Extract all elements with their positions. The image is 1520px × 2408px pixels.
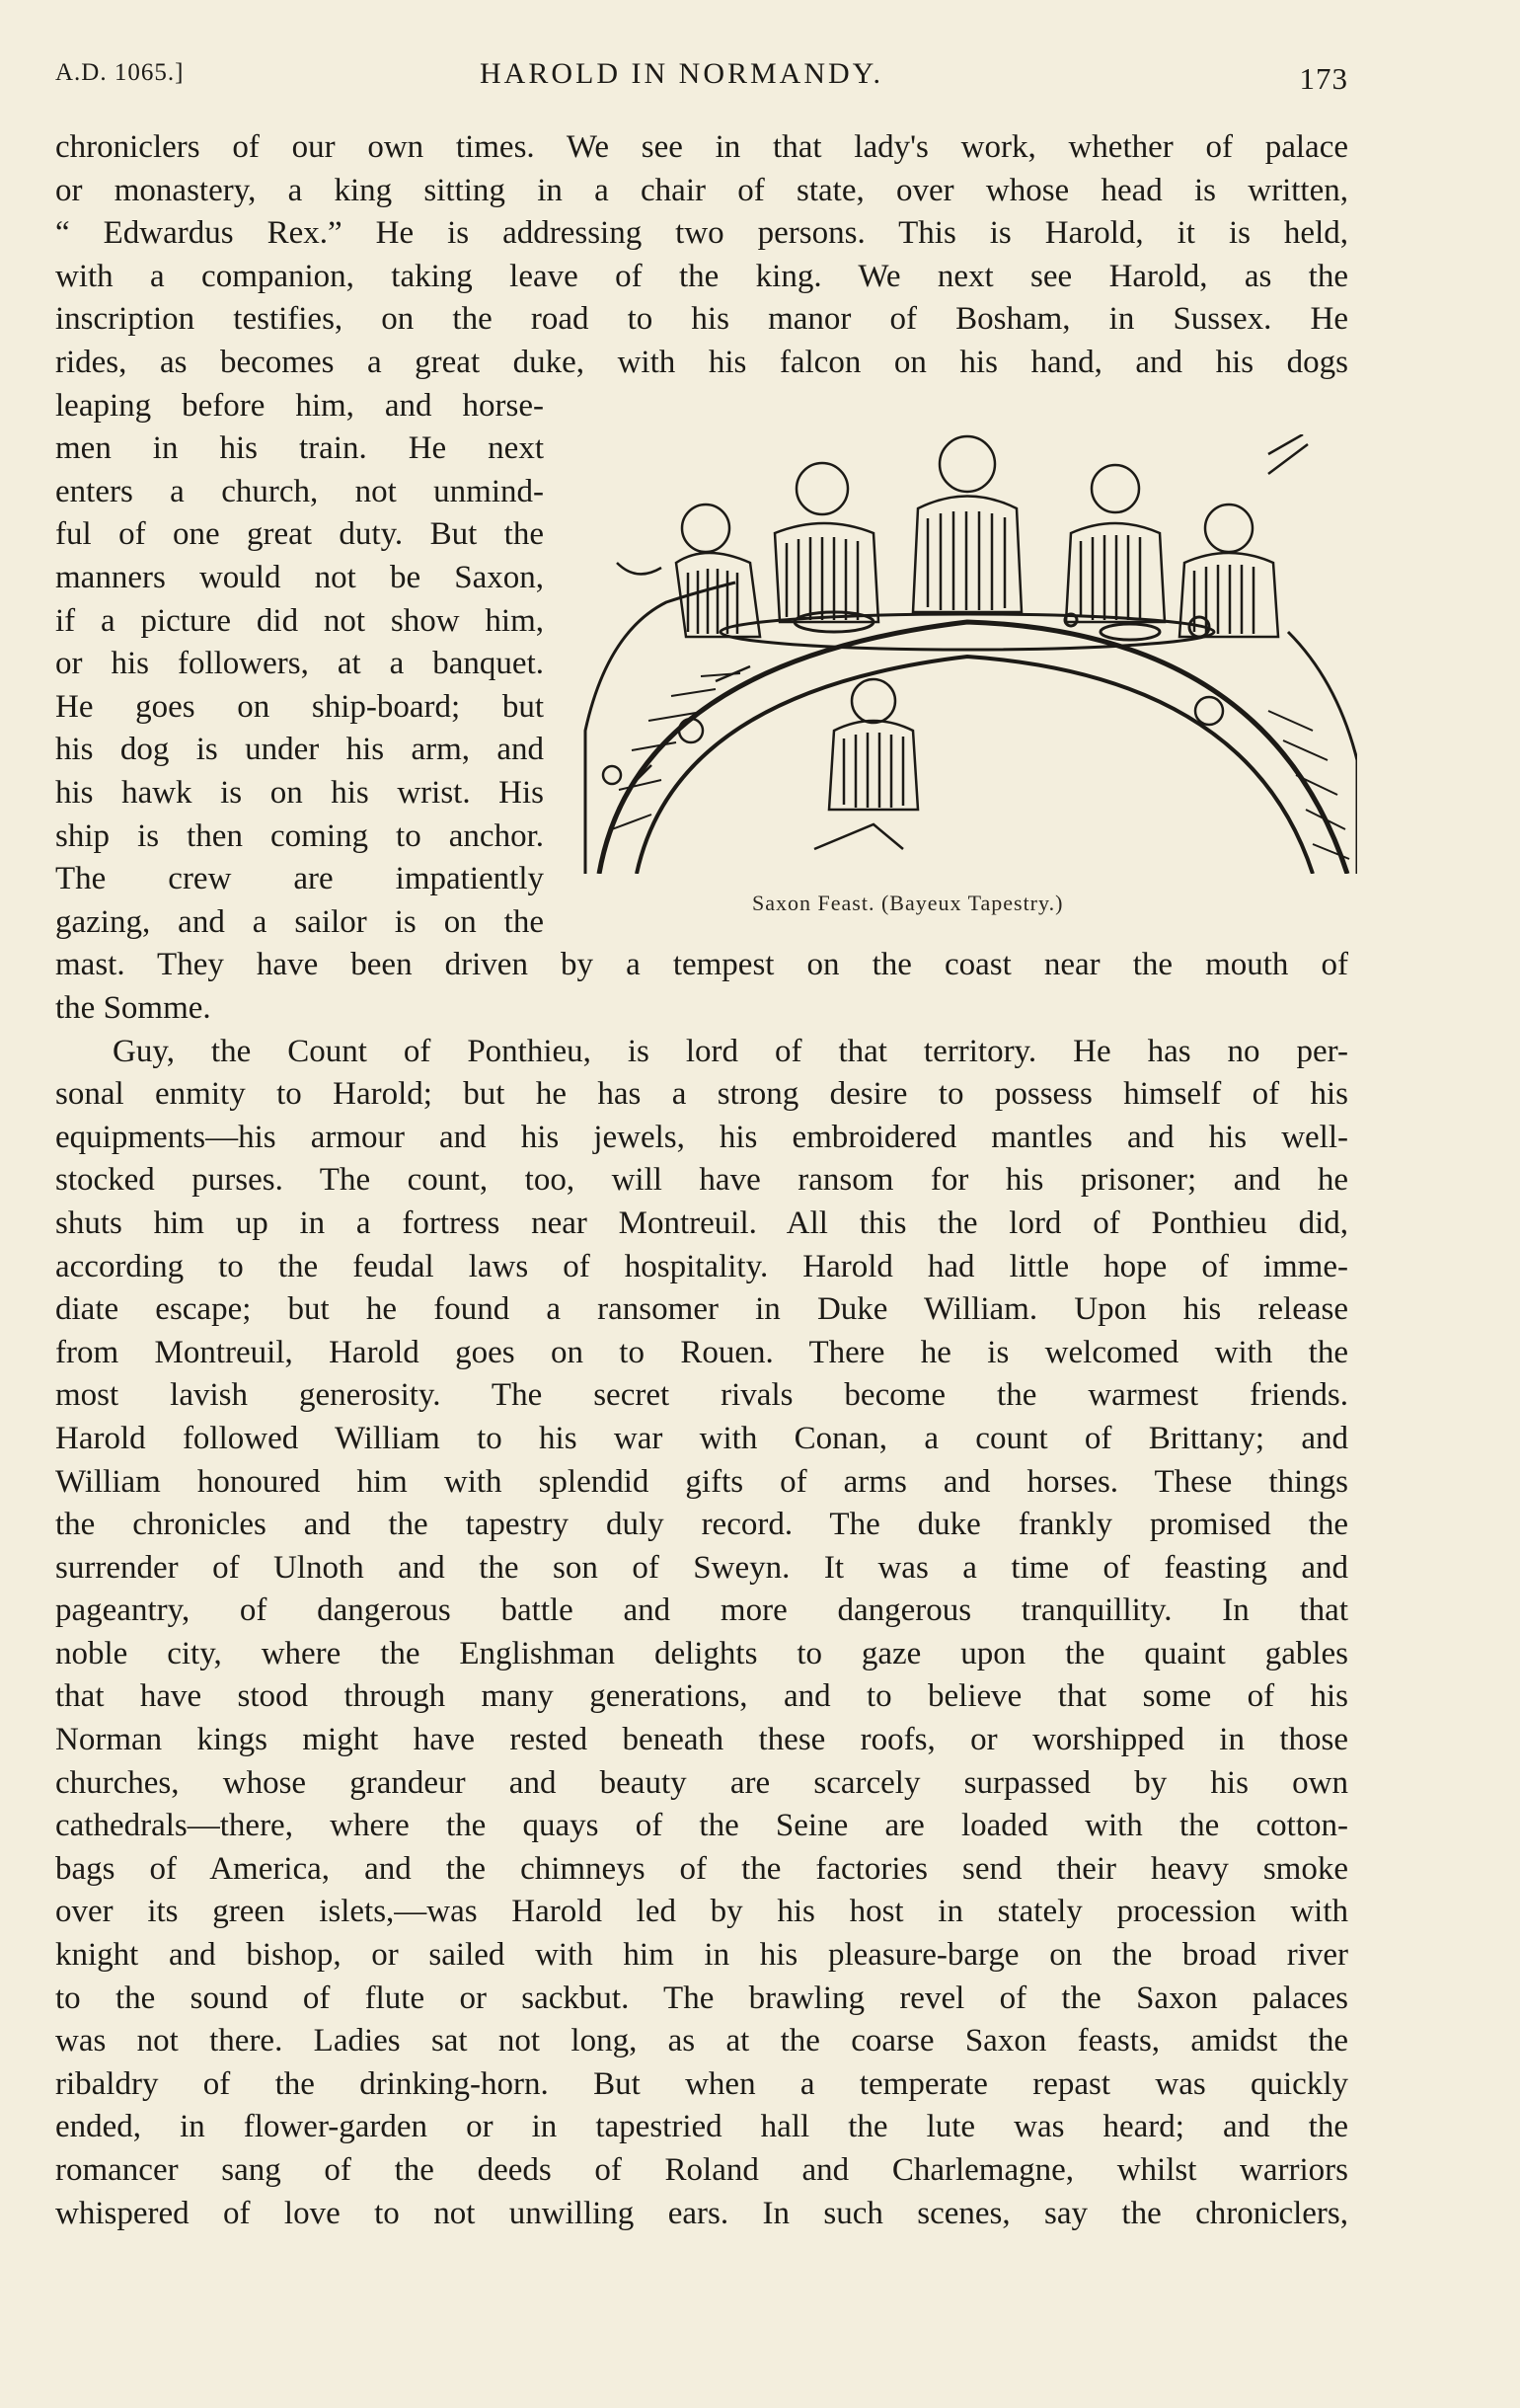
text-line: ended, in flower-garden or in tapestried hall the lute was heard; and the (55, 2109, 1348, 2145)
paragraph-beside-figure (55, 385, 544, 945)
text-line: Harold followed William to his war with Conan, a count of Brittany; and (55, 1420, 1348, 1456)
text-line: his hawk is on his wrist. His (55, 774, 544, 811)
header-title: HAROLD IN NORMANDY. (480, 57, 883, 90)
text-line: manners would not be Saxon, (55, 559, 544, 595)
text-line: the Somme. (55, 989, 211, 1026)
text-line: enters a church, not unmind- (55, 473, 544, 509)
paragraph-top (55, 126, 1348, 385)
text-line: men in his train. He next (55, 430, 544, 467)
text-line: to the sound of flute or sackbut. The brawling revel of the Saxon palaces (55, 1980, 1348, 2016)
text-line: romancer sang of the deeds of Roland and Charlemagne, whilst warriors (55, 2152, 1348, 2189)
text-line: surrender of Ulnoth and the son of Sweyn. It was a time of feasting and (55, 1549, 1348, 1586)
text-line: Norman kings might have rested beneath these roofs, or worshipped in those (55, 1722, 1348, 1758)
text-line: ful of one great duty. But the (55, 516, 544, 553)
text-line: William honoured him with splendid gifts of arms and horses. These things (55, 1463, 1348, 1500)
text-line: ship is then coming to anchor. (55, 817, 544, 854)
text-line: inscription testifies, on the road to his manor of Bosham, in Sussex. He (55, 301, 1348, 338)
text-line: bags of America, and the chimneys of the factories send their heavy smoke (55, 1850, 1348, 1887)
text-line: gazing, and a sailor is on the (55, 903, 544, 940)
text-line: pageantry, of dangerous battle and more dangerous tranquillity. In that (55, 1592, 1348, 1629)
text-line: sonal enmity to Harold; but he has a strong desire to possess himself of his (55, 1076, 1348, 1113)
text-line: “ Edwardus Rex.” He is addressing two persons. This is Harold, it is held, (55, 215, 1348, 252)
text-line: cathedrals—there, where the quays of the Seine are loaded with the cotton- (55, 1808, 1348, 1844)
text-line: churches, whose grandeur and beauty are scarcely surpassed by his own (55, 1764, 1348, 1801)
text-line: stocked purses. The count, too, will have ransom for his prisoner; and he (55, 1162, 1348, 1199)
text-line: or monastery, a king sitting in a chair of state, over whose head is written, (55, 172, 1348, 208)
text-line: with a companion, taking leave of the king. We next see Harold, as the (55, 258, 1348, 294)
text-line: or his followers, at a banquet. (55, 646, 544, 682)
running-head (55, 51, 1348, 99)
text-line: the chronicles and the tapestry duly record. The duke frankly promised the (55, 1507, 1348, 1543)
text-line: shuts him up in a fortress near Montreuil. All this the lord of Ponthieu did, (55, 1204, 1348, 1241)
text-line: rides, as becomes a great duke, with his falcon on his hand, and his dogs (55, 344, 1348, 380)
tapestry-engraving (577, 434, 1357, 874)
text-line: most lavish generosity. The secret rivals become the warmest friends. (55, 1377, 1348, 1414)
figure-caption: Saxon Feast. (Bayeux Tapestry.) (752, 891, 1064, 915)
text-line: equipments—his armour and his jewels, his embroidered mantles and his well- (55, 1119, 1348, 1155)
text-line: was not there. Ladies sat not long, as at the coarse Saxon feasts, amidst the (55, 2023, 1348, 2059)
text-line: He goes on ship-board; but (55, 688, 544, 725)
text-line: if a picture did not show him, (55, 602, 544, 639)
text-line: leaping before him, and horse- (55, 387, 544, 424)
text-line: from Montreuil, Harold goes on to Rouen. There he is welcomed with the (55, 1334, 1348, 1370)
paragraph-bottom (55, 944, 1348, 2235)
text-line: Guy, the Count of Ponthieu, is lord of that territory. He has no per- (113, 1033, 1348, 1069)
text-line: mast. They have been driven by a tempest on the coast near the mouth of (55, 947, 1348, 983)
text-line: his dog is under his arm, and (55, 732, 544, 768)
text-line: according to the feudal laws of hospitality. Harold had little hope of imme- (55, 1248, 1348, 1284)
text-line: chroniclers of our own times. We see in that lady's work, whether of palace (55, 129, 1348, 165)
text-line: diate escape; but he found a ransomer in Duke William. Upon his release (55, 1291, 1348, 1328)
text-line: whispered of love to not unwilling ears. In such scenes, say the chroniclers, (55, 2195, 1348, 2231)
header-date: A.D. 1065.] (55, 59, 185, 86)
text-line: The crew are impatiently (55, 861, 544, 897)
text-line: that have stood through many generations, and to believe that some of his (55, 1678, 1348, 1715)
text-line: over its green islets,—was Harold led by his host in stately procession with (55, 1894, 1348, 1930)
page-number: 173 (1299, 61, 1348, 96)
text-line: ribaldry of the drinking-horn. But when a temperate repast was quickly (55, 2065, 1348, 2102)
saxon-feast-illustration (577, 434, 1357, 874)
text-line: noble city, where the Englishman delights to gaze upon the quaint gables (55, 1635, 1348, 1671)
text-line: knight and bishop, or sailed with him in his pleasure-barge on the broad river (55, 1937, 1348, 1974)
